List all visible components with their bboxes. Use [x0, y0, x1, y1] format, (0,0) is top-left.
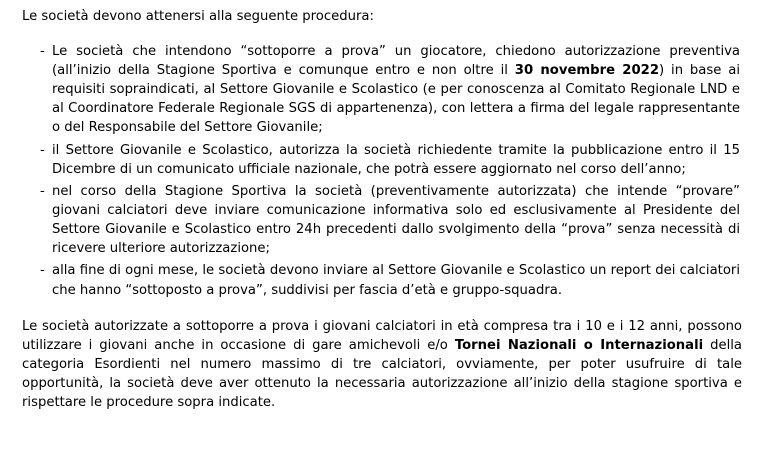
bullet-text-4: alla fine di ogni mese, le società devono inviare al Settore Giovanile e Scolastico un report dei calciatori che hanno “sottoposto a prova”, suddivisi per fascia d’età e gruppo-squadra. — [52, 263, 740, 298]
bullet-marker: - — [40, 183, 45, 199]
closing-paragraph: Le società autorizzate a sottoporre a prova i giovani calciatori in età compresa tra i 10 e i 12 anni, possono utilizzare i giovani anche in occasione di gare amichevoli e/o Tornei Nazionali o Internazionali della categoria Esordienti nel numero massimo di tre calciatori, ovviamente, per poter usufruire di tale opportunità, la società deve aver ottenuto la necessaria autorizzazione all’inizio della stagione sportiva e rispettare le procedure sopra indicate. — [22, 318, 742, 411]
list-item — [22, 42, 742, 138]
emphasis-text: 30 novembre 2022 — [514, 62, 660, 78]
list-item — [22, 261, 742, 299]
bullet-marker: - — [40, 263, 45, 279]
bullet-text-2: il Settore Giovanile e Scolastico, autorizza la società richiedente tramite la pubblicazione entro il 15 Dicembre di un comunicato ufficiale nazionale, che potrà essere aggiornato nel corso dell’anno; — [52, 142, 740, 177]
procedure-bullet-list — [22, 42, 742, 300]
bullet-marker: - — [40, 43, 45, 59]
list-item — [22, 182, 742, 259]
list-item — [22, 141, 742, 179]
emphasis-text: Tornei Nazionali o Internazionali — [454, 337, 704, 353]
intro-paragraph: Le società devono attenersi alla seguente procedura: — [22, 9, 374, 24]
bullet-marker: - — [40, 142, 45, 158]
bullet-text-3: nel corso della Stagione Sportiva la società (preventivamente autorizzata) che intende “provare” giovani calciatori deve inviare comunicazione informativa solo ed esclusivamente al Presidente del Settore Giovanile e Scolastico entro 24h precedenti dallo svolgimento della “prova” senza necessità di ricevere ulteriore autorizzazione; — [52, 183, 740, 257]
bullet-text-1: Le società che intendono “sottoporre a prova” un giocatore, chiedono autorizzazione preventiva (all’inizio della Stagione Sportiva e comunque entro e non oltre il 30 novembre 2022) in base ai requisiti sopraindicati, al Settore Giovanile e Scolastico (e per conoscenza al Comitato Regionale LND e al Coordinatore Federale Regionale SGS di appartenenza), con lettera a firma del legale rappresentante o del Responsabile del Settore Giovanile; — [52, 43, 740, 136]
